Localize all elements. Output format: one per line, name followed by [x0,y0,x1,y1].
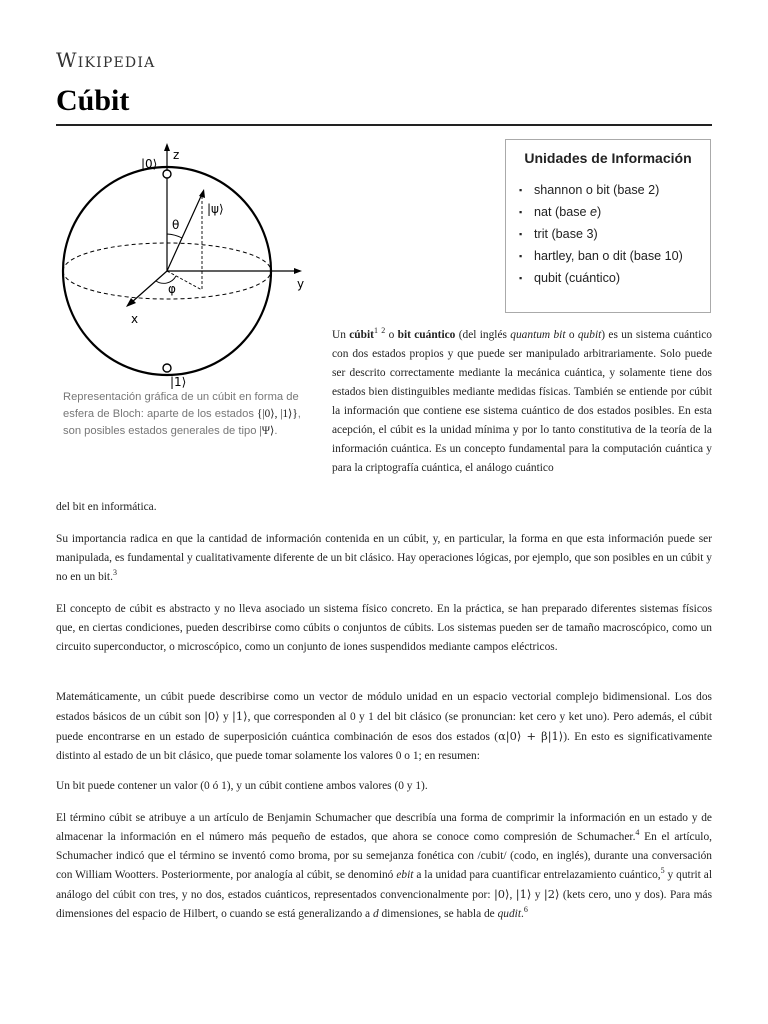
figure-caption: Representación gráfica de un cúbit en forma de esfera de Bloch: aparte de los estados {|0⟩, |1⟩}, son posibles estados generales de tipo |Ψ⟩. [63,391,301,437]
ref-2[interactable]: 2 [381,326,386,335]
infobox-item-shannon[interactable]: ▪ shannon o bit (base 2) [519,179,710,201]
summary-paragraph: Un bit puede contener un valor (0 ó 1), y un cúbit contiene ambos valores (0 y 1). [56,780,428,792]
equator-front [63,271,271,299]
title-divider [56,124,712,126]
bloch-sphere-figure [56,138,306,393]
ket0-label: |0⟩ [141,157,158,171]
infobox-item-qubit[interactable]: ▪ qubit (cuántico) [519,267,710,289]
ref-1[interactable]: 1 [373,326,378,335]
page-title: Cúbit [56,84,130,117]
ket1-label: |1⟩ [170,375,187,389]
history-paragraph: El término cúbit se atribuye a un artículo de Benjamin Schumacher que describía una forma de comprimir la información en un estado y de almacenar la información en el número más pequeño de estados, que ahora se conoce como compresión de Schumacher.$^4$ En el artículo, Schumacher indicó que el término se inventó como broma, por su semejanza fonética con /cubit/ (codo, en inglés), durante una conversación con William Wootters. Posteriormente, por analogía al cúbit, se denominó ebit a la unidad para cuantificar entrelazamiento cuántico,$^5$ y qutrit al análogo del cúbit con tres, y no dos, estados cuánticos, representados convencionalmente por: |0⟩, |1⟩ y |2⟩ (kets cero, uno y dos). Para más dimensiones del espacio de Hilbert, o cuando se está generalizando a d dimensiones, se habla de qudit.$^6$ [56,812,712,920]
math-paragraph: Matemáticamente, un cúbit puede describirse como un vector de módulo unidad en un espacio vectorial complejo bidimensional. Los dos estados básicos de un cúbit son |0⟩ y |1⟩, que corresponden al 0 y 1 del bit clásico (se pronuncian: ket cero y ket uno). Pero además, el cúbit puede encontrarse en un estado de superposición cuántica combinación de esos dos estados (α|0⟩ + β|1⟩). En esto es significativamente distinto al estado de un bit clásico, que puede tomar solamente los valores 0 o 1; en resumen: [56,691,713,762]
infobox-item-trit[interactable]: ▪ trit (base 3) [519,223,710,245]
x-axis [132,271,167,302]
infobox-list [506,179,710,289]
phi-label: φ [168,282,176,296]
ref-4[interactable]: 4 [635,828,640,837]
north-pole [163,170,171,178]
ref-5[interactable]: 5 [660,866,665,875]
infobox-item-nat[interactable]: ▪ nat (base e) [519,201,710,223]
y-label: y [297,277,305,291]
psi-vector [167,194,202,271]
ref-6[interactable]: 6 [523,905,528,914]
south-pole [163,364,171,372]
infobox-item-hartley[interactable]: ▪ hartley, ban o dit (base 10) [519,245,710,267]
infobox-title: Unidades de Información [524,150,692,166]
x-label: x [131,312,139,326]
intro-paragraph-tail: del bit en informática. [56,501,157,513]
psi-label: |ψ⟩ [207,202,224,216]
z-label: z [173,148,180,162]
units-infobox [505,139,711,313]
ref-3[interactable]: 3 [112,568,117,577]
theta-label: θ [172,218,180,232]
intro-paragraph: Un cúbit$^1$ $^2$ o bit cuántico (del inglés quantum bit o qubit) es un sistema cuántico con dos estados propios y que puede ser manipulado arbitrariamente. Solo puede ser descrito correctamente mediante la mecánica cuántica, y solamente tiene dos estados bien distinguibles mediante medidas físicas. También se entiende por cúbit la información que contiene ese sistema cuántico de dos estados posibles. En esta acepción, el cúbit es la unidad mínima y por lo tanto constitutiva de la teoría de la información cuántica. Es un concepto fundamental para la computación cuántica y para la criptografía cuántica, el análogo cuántico [332,326,713,474]
importance-paragraph: Su importancia radica en que la cantidad de información contenida en un cúbit, y, en particular, la forma en que esta información puede ser manipulada, es fundamental y cualitativamente diferente de un bit clásico. Hay operaciones lógicas, por ejemplo, que son posibles en un cúbit y no en un bit.$^3$ [56,533,712,583]
wikipedia-logo[interactable]: Wikipedia [56,48,156,72]
concept-paragraph: El concepto de cúbit es abstracto y no lleva asociado un sistema físico concreto. En la práctica, se han preparado diferentes sistemas físicos que, en ciertas condiciones, pueden describirse como cúbits o conjuntos de cúbits. Los sistemas pueden ser de tamaño macroscópico, como un circuito superconductor, o microscópico, como un conjunto de iones suspendidos mediante campos eléctricos. [56,603,712,653]
